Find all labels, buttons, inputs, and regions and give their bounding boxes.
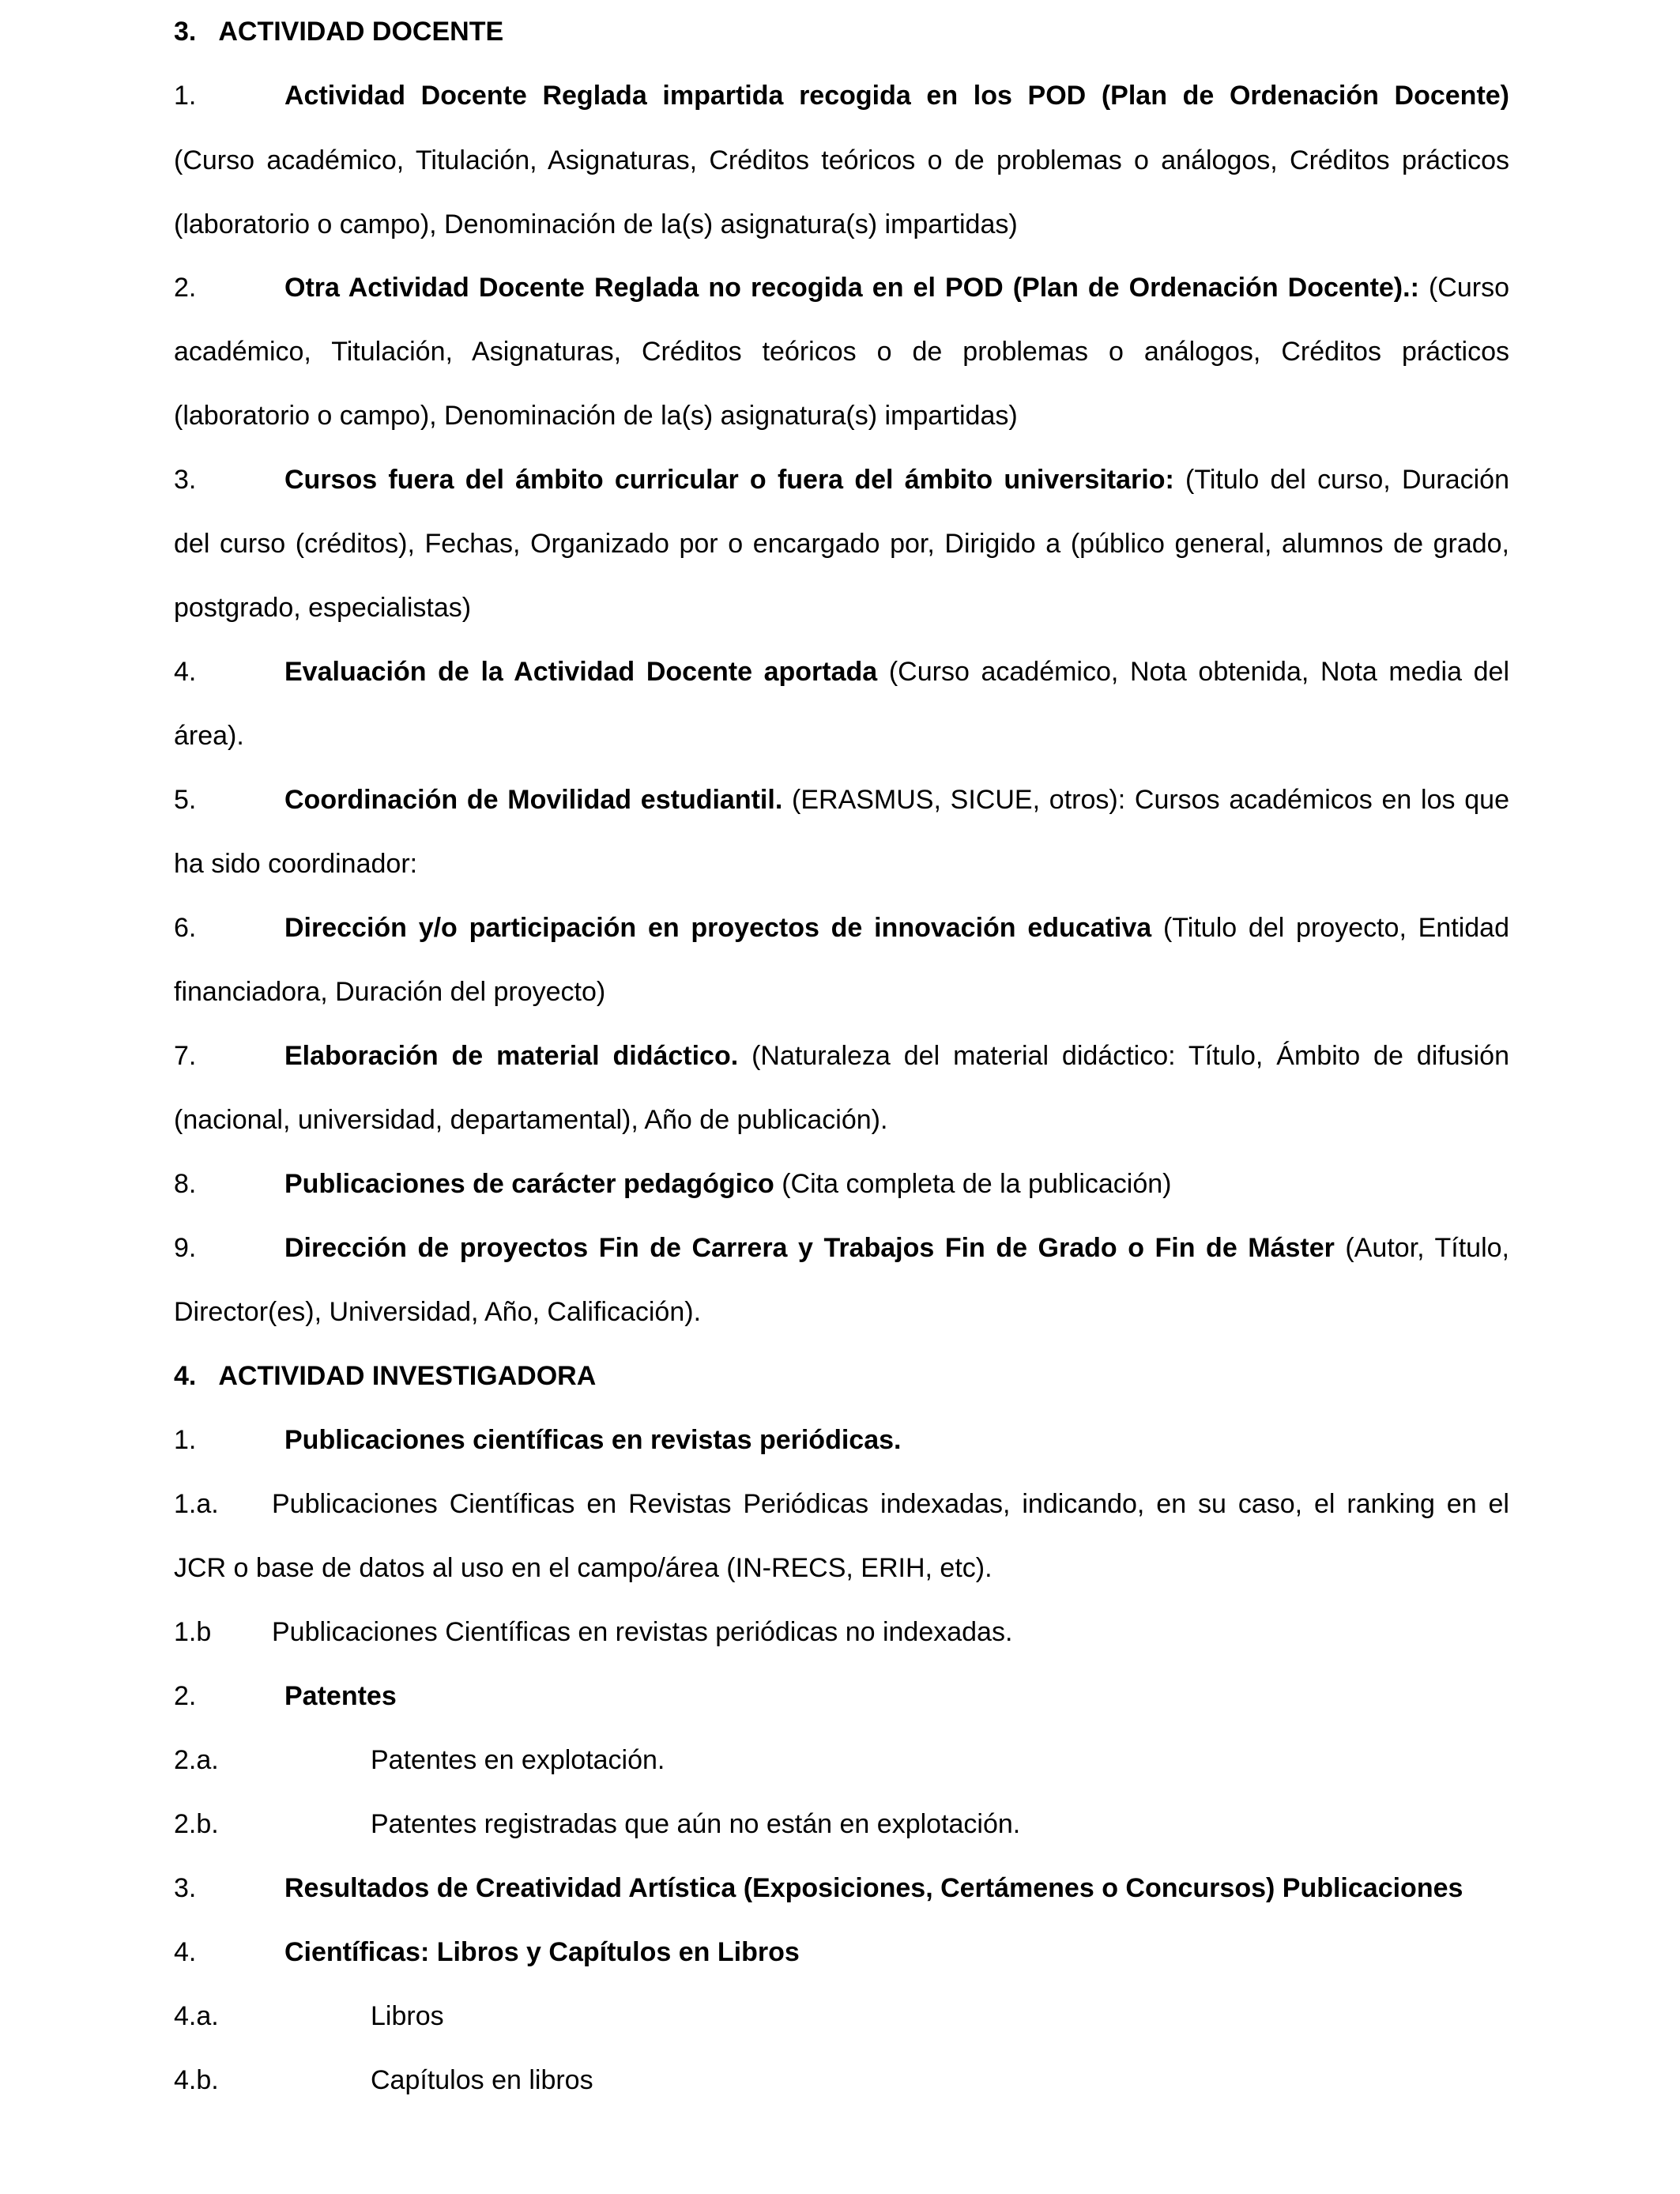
item-4-2-number: 2. (174, 1681, 197, 1711)
item-3-5-rest: (ERASMUS, SICUE, otros): Cursos académicos en los que (782, 785, 1509, 815)
section-3-number: 3. (174, 17, 197, 47)
item-3-4-first-line (284, 656, 1509, 688)
item-4-4a-number: 4.a. (174, 2001, 219, 2031)
item-3-6-line2: financiadora, Duración del proyecto) (174, 977, 606, 1007)
item-3-4-title: Evaluación de la Actividad Docente aportada (284, 657, 878, 687)
item-3-9-number: 9. (174, 1233, 197, 1263)
item-3-6-rest: (Titulo del proyecto, Entidad (1151, 913, 1509, 943)
item-3-2-line2: académico, Titulación, Asignaturas, Créditos teóricos o de problemas o análogos, Créditos prácticos (174, 337, 1509, 367)
item-3-1-line3: (laboratorio o campo), Denominación de la(s) asignatura(s) impartidas) (174, 209, 1018, 239)
item-3-9-title: Dirección de proyectos Fin de Carrera y Trabajos Fin de Grado o Fin de Máster (284, 1233, 1335, 1263)
item-3-9-first-line (284, 1232, 1509, 1264)
item-4-4b-text: Capítulos en libros (371, 2065, 593, 2095)
item-3-3-line2: del curso (créditos), Fechas, Organizado por o encargado por, Dirigido a (público general, alumnos de grado, (174, 529, 1509, 559)
item-3-1-number: 1. (174, 81, 197, 111)
item-3-8-title: Publicaciones de carácter pedagógico (284, 1169, 774, 1199)
item-3-8-number: 8. (174, 1169, 197, 1199)
item-4-3-number: 3. (174, 1873, 197, 1903)
item-3-1-line2: (Curso académico, Titulación, Asignaturas, Créditos teóricos o de problemas o análogos, Créditos prácticos (174, 145, 1509, 175)
item-3-3-number: 3. (174, 465, 197, 495)
item-3-6-number: 6. (174, 913, 197, 943)
item-4-1a-number: 1.a. (174, 1489, 219, 1519)
item-4-4a-text: Libros (371, 2001, 444, 2031)
item-3-1-title: Actividad Docente Reglada impartida recogida en los POD (Plan de Ordenación Docente) (284, 81, 1509, 111)
item-3-3-first-line (284, 464, 1509, 496)
item-4-4b-number: 4.b. (174, 2065, 219, 2095)
item-4-4-number: 4. (174, 1937, 197, 1967)
item-4-1-title: Publicaciones científicas en revistas periódicas. (284, 1425, 902, 1455)
item-3-3-rest: (Titulo del curso, Duración (1173, 465, 1510, 495)
item-3-6-title: Dirección y/o participación en proyectos de innovación educativa (284, 913, 1152, 943)
item-3-2-first-line (284, 272, 1509, 303)
item-4-2a-text: Patentes en explotación. (371, 1745, 665, 1775)
section-4-title: ACTIVIDAD INVESTIGADORA (218, 1361, 597, 1391)
item-3-8-first-line (284, 1168, 1171, 1200)
item-3-4-line2: área). (174, 721, 244, 751)
section-3-heading (174, 16, 503, 47)
item-4-2a-number: 2.a. (174, 1745, 219, 1775)
item-4-1-number: 1. (174, 1425, 197, 1455)
item-4-1a-text: Publicaciones Científicas en Revistas Periódicas indexadas, indicando, en su caso, el ranking en el (272, 1489, 1509, 1519)
item-3-2-title: Otra Actividad Docente Reglada no recogida en el POD (Plan de Ordenación Docente).: (284, 273, 1419, 303)
item-3-4-number: 4. (174, 657, 197, 687)
item-3-9-line2: Director(es), Universidad, Año, Calificación). (174, 1297, 702, 1327)
item-3-2-rest: (Curso (1418, 273, 1509, 303)
item-4-3-title: Resultados de Creatividad Artística (Exposiciones, Certámenes o Concursos) Publicaciones (284, 1873, 1463, 1903)
item-3-5-number: 5. (174, 785, 197, 815)
item-4-1b-text: Publicaciones Científicas en revistas periódicas no indexadas. (272, 1617, 1013, 1647)
item-4-2b-number: 2.b. (174, 1809, 219, 1839)
item-3-2-number: 2. (174, 273, 197, 303)
item-3-7-number: 7. (174, 1041, 197, 1071)
item-3-9-rest: (Autor, Título, (1334, 1233, 1509, 1263)
item-3-4-rest: (Curso académico, Nota obtenida, Nota media del (877, 657, 1510, 687)
item-3-3-title: Cursos fuera del ámbito curricular o fuera del ámbito universitario: (284, 465, 1174, 495)
item-4-2-title: Patentes (284, 1681, 397, 1711)
item-3-5-first-line (284, 784, 1509, 816)
section-4-heading (174, 1360, 596, 1392)
item-3-5-title: Coordinación de Movilidad estudiantil. (284, 785, 783, 815)
item-3-7-rest: (Naturaleza del material didáctico: Título, Ámbito de difusión (738, 1041, 1509, 1071)
section-4-number: 4. (174, 1361, 197, 1391)
item-3-7-title: Elaboración de material didáctico. (284, 1041, 739, 1071)
item-4-2b-text: Patentes registradas que aún no están en explotación. (371, 1809, 1021, 1839)
item-3-7-first-line (284, 1040, 1509, 1072)
item-3-7-line2: (nacional, universidad, departamental), Año de publicación). (174, 1105, 888, 1135)
item-3-5-line2: ha sido coordinador: (174, 849, 418, 879)
item-4-4-title: Científicas: Libros y Capítulos en Libros (284, 1937, 800, 1967)
item-4-1b-number: 1.b (174, 1617, 212, 1647)
item-3-8-rest: (Cita completa de la publicación) (774, 1169, 1172, 1199)
item-4-1a-line2: JCR o base de datos al uso en el campo/área (IN-RECS, ERIH, etc). (174, 1553, 993, 1583)
item-3-2-line3: (laboratorio o campo), Denominación de la(s) asignatura(s) impartidas) (174, 401, 1018, 431)
item-3-3-line3: postgrado, especialistas) (174, 593, 472, 623)
section-3-title: ACTIVIDAD DOCENTE (218, 17, 504, 47)
item-3-6-first-line (284, 912, 1509, 944)
